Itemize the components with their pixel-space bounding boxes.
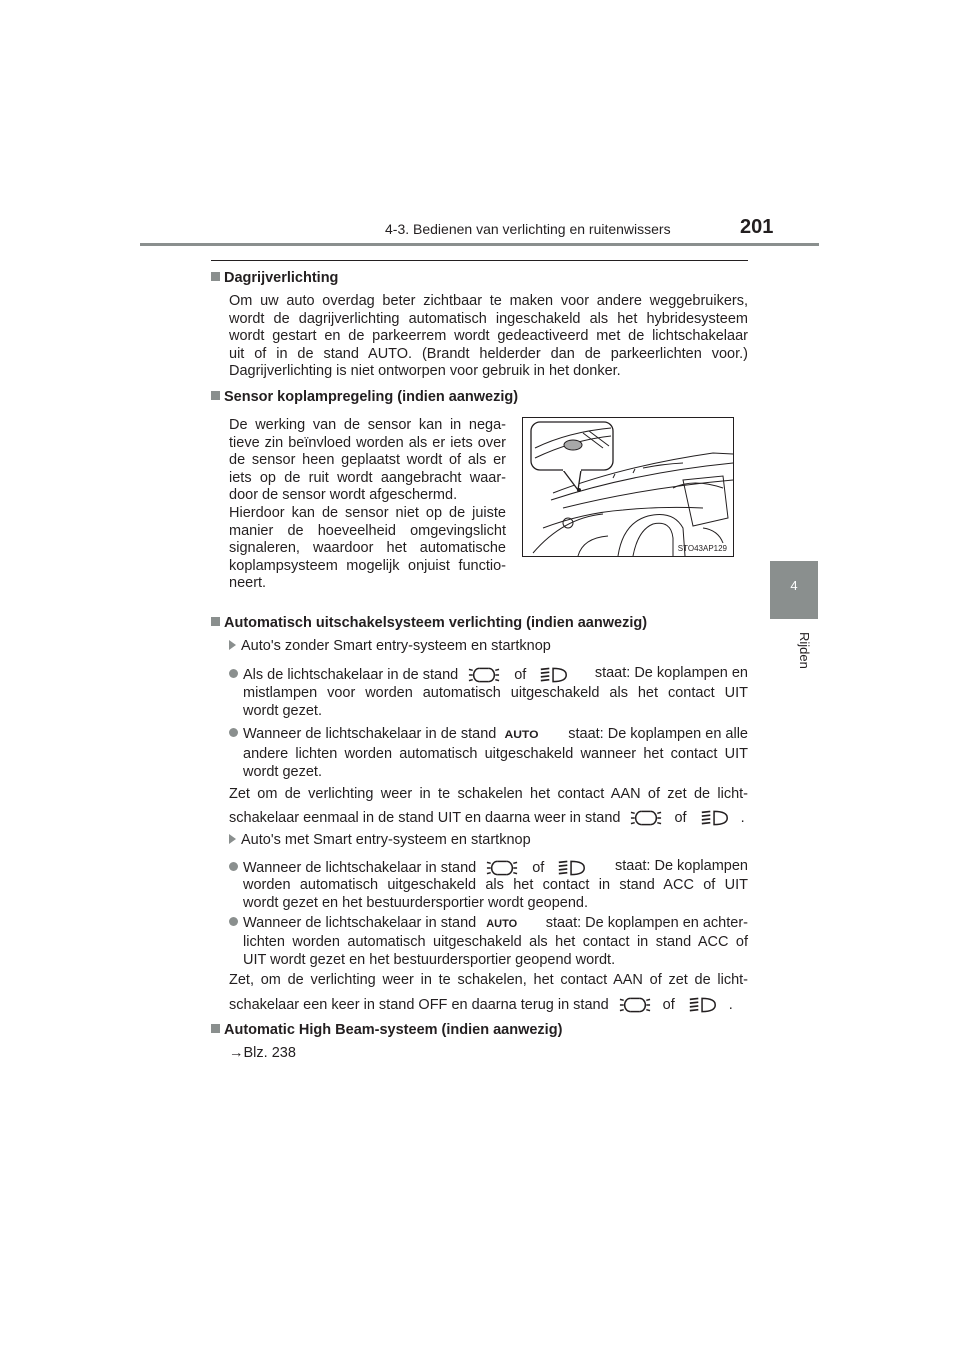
chapter-number: 4 <box>790 578 798 593</box>
text-line: UIT wordt gezet en het bestuurdersportier geopend wordt. <box>243 951 616 968</box>
figure-code: STO43AP129 <box>677 544 727 553</box>
text-line: Zet, om de verlichting weer in te schakelen, het contact AAN of zet de licht- <box>229 972 748 988</box>
headlight-icon <box>538 665 570 685</box>
text-line: Dagrijverlichting is niet ontworpen voor gebruik in het donker. <box>229 363 621 380</box>
tail-lamp-icon <box>630 808 662 828</box>
bullet-auto-off-smart: Wanneer de lichtschakelaar in stand AUTO staat: De koplampen en achter- <box>229 915 748 931</box>
heading-daytime-lights: Dagrijverlichting <box>211 270 338 286</box>
auto-icon: AUTO <box>486 918 518 930</box>
text-line: koplampsysteem mogelijk onjuist functio- <box>229 557 506 574</box>
text-line: wordt gezet en het bestuurdersportier wordt geopend. <box>243 894 588 911</box>
square-bullet-icon <box>211 1024 220 1033</box>
sensor-text <box>229 417 506 593</box>
text-line: lichten worden automatisch uitgeschakeld als het contact in stand ACC of <box>243 934 748 950</box>
headlight-icon <box>687 995 719 1015</box>
text-line: iets op de ruit wordt aangebracht waar- <box>229 469 506 486</box>
text-line: andere lichten worden automatisch uitgeschakeld wanneer het contact UIT <box>243 746 748 762</box>
daytime-lights-text <box>229 293 748 381</box>
text-line: wordt gezet. <box>243 702 322 719</box>
reactivate-text-1-line2: schakelaar eenmaal in de stand UIT en daarna weer in stand of . <box>229 808 745 828</box>
sensor-illustration <box>522 417 734 557</box>
text-line: tieve zin beïnvloed worden als er iets over <box>229 434 506 451</box>
tail-lamp-icon <box>619 995 651 1015</box>
subheading-smart-entry: Auto's met Smart entry-systeem en startknop <box>229 832 531 848</box>
triangle-bullet-icon <box>229 834 236 844</box>
reactivate-text-2-line2: schakelaar een keer in stand OFF en daarna terug in stand of . <box>229 995 733 1015</box>
section-divider <box>211 260 748 261</box>
bullet-tail-head-off-smart: Wanneer de lichtschakelaar in stand of staat: De koplampen <box>229 858 748 878</box>
text-line: manier de hoeveelheid omgevingslicht <box>229 522 506 539</box>
bullet-tail-head-off: Als de lichtschakelaar in de stand of staat: De koplampen en <box>229 665 748 685</box>
square-bullet-icon <box>211 391 220 400</box>
chapter-tab[interactable] <box>770 561 818 619</box>
heading-headlight-sensor: Sensor koplampregeling (indien aanwezig) <box>211 389 518 405</box>
bullet-auto-off: Wanneer de lichtschakelaar in de stand AUTO staat: De koplampen en alle <box>229 726 748 742</box>
bullet-continuation <box>243 877 748 912</box>
text-line: wordt gestart en de parkeerrem wordt gedeactiveerd met de lichtschakelaar <box>229 328 748 345</box>
tail-lamp-icon <box>468 665 500 685</box>
subheading-no-smart-entry: Auto's zonder Smart entry-systeem en startknop <box>229 638 551 654</box>
dashboard-sensor-drawing <box>523 418 733 556</box>
text-line: mistlampen voor worden automatisch uitgeschakeld als het contact UIT <box>243 685 748 701</box>
headlight-icon <box>556 858 588 878</box>
square-bullet-icon <box>211 272 220 281</box>
round-bullet-icon <box>229 728 238 737</box>
bullet-continuation <box>243 746 748 781</box>
text-line: door de sensor wordt afgeschermd. <box>229 487 458 504</box>
triangle-bullet-icon <box>229 640 236 650</box>
header-divider <box>140 243 819 246</box>
bullet-continuation <box>243 934 748 969</box>
text-line: signaleren, waardoor het automatische <box>229 540 506 557</box>
square-bullet-icon <box>211 617 220 626</box>
heading-automatic-high-beam: Automatic High Beam-systeem (indien aanwezig) <box>211 1022 562 1038</box>
reactivate-text-2 <box>229 972 748 990</box>
text-line: De werking van de sensor kan in nega- <box>229 417 506 433</box>
text-line: neert. <box>229 575 267 592</box>
heading-auto-off-system: Automatisch uitschakelsysteem verlichting (indien aanwezig) <box>211 615 647 631</box>
text-line: wordt de dagrijverlichting automatisch ingeschakeld als het hybridesysteem <box>229 310 748 327</box>
tail-lamp-icon <box>486 858 518 878</box>
auto-icon: AUTO <box>504 729 539 741</box>
reactivate-text-1 <box>229 786 748 804</box>
text-line: wordt gezet. <box>243 763 322 780</box>
text-line: Om uw auto overdag beter zichtbaar te maken voor andere weggebruikers, <box>229 293 748 309</box>
round-bullet-icon <box>229 669 238 678</box>
round-bullet-icon <box>229 917 238 926</box>
text-line: de sensor heen geplaatst wordt of als er <box>229 452 506 469</box>
text-line: uit of in de stand AUTO. (Brandt helderder dan de parkeerlichten voor.) <box>229 345 748 362</box>
text-line: Zet om de verlichting weer in te schakelen het contact AAN of zet de licht- <box>229 786 748 802</box>
page-reference-link[interactable]: →Blz. 238 <box>229 1045 296 1061</box>
headlight-icon <box>699 808 731 828</box>
text-line: worden automatisch uitgeschakeld als het contact in stand ACC of UIT <box>243 877 748 893</box>
header-title: 4-3. Bedienen van verlichting en ruitenwissers <box>385 221 671 237</box>
bullet-continuation <box>243 685 748 720</box>
text-line: Hierdoor kan de sensor niet op de juiste <box>229 504 506 521</box>
page-number: 201 <box>740 216 774 238</box>
round-bullet-icon <box>229 862 238 871</box>
chapter-label: Rijden <box>797 632 812 669</box>
